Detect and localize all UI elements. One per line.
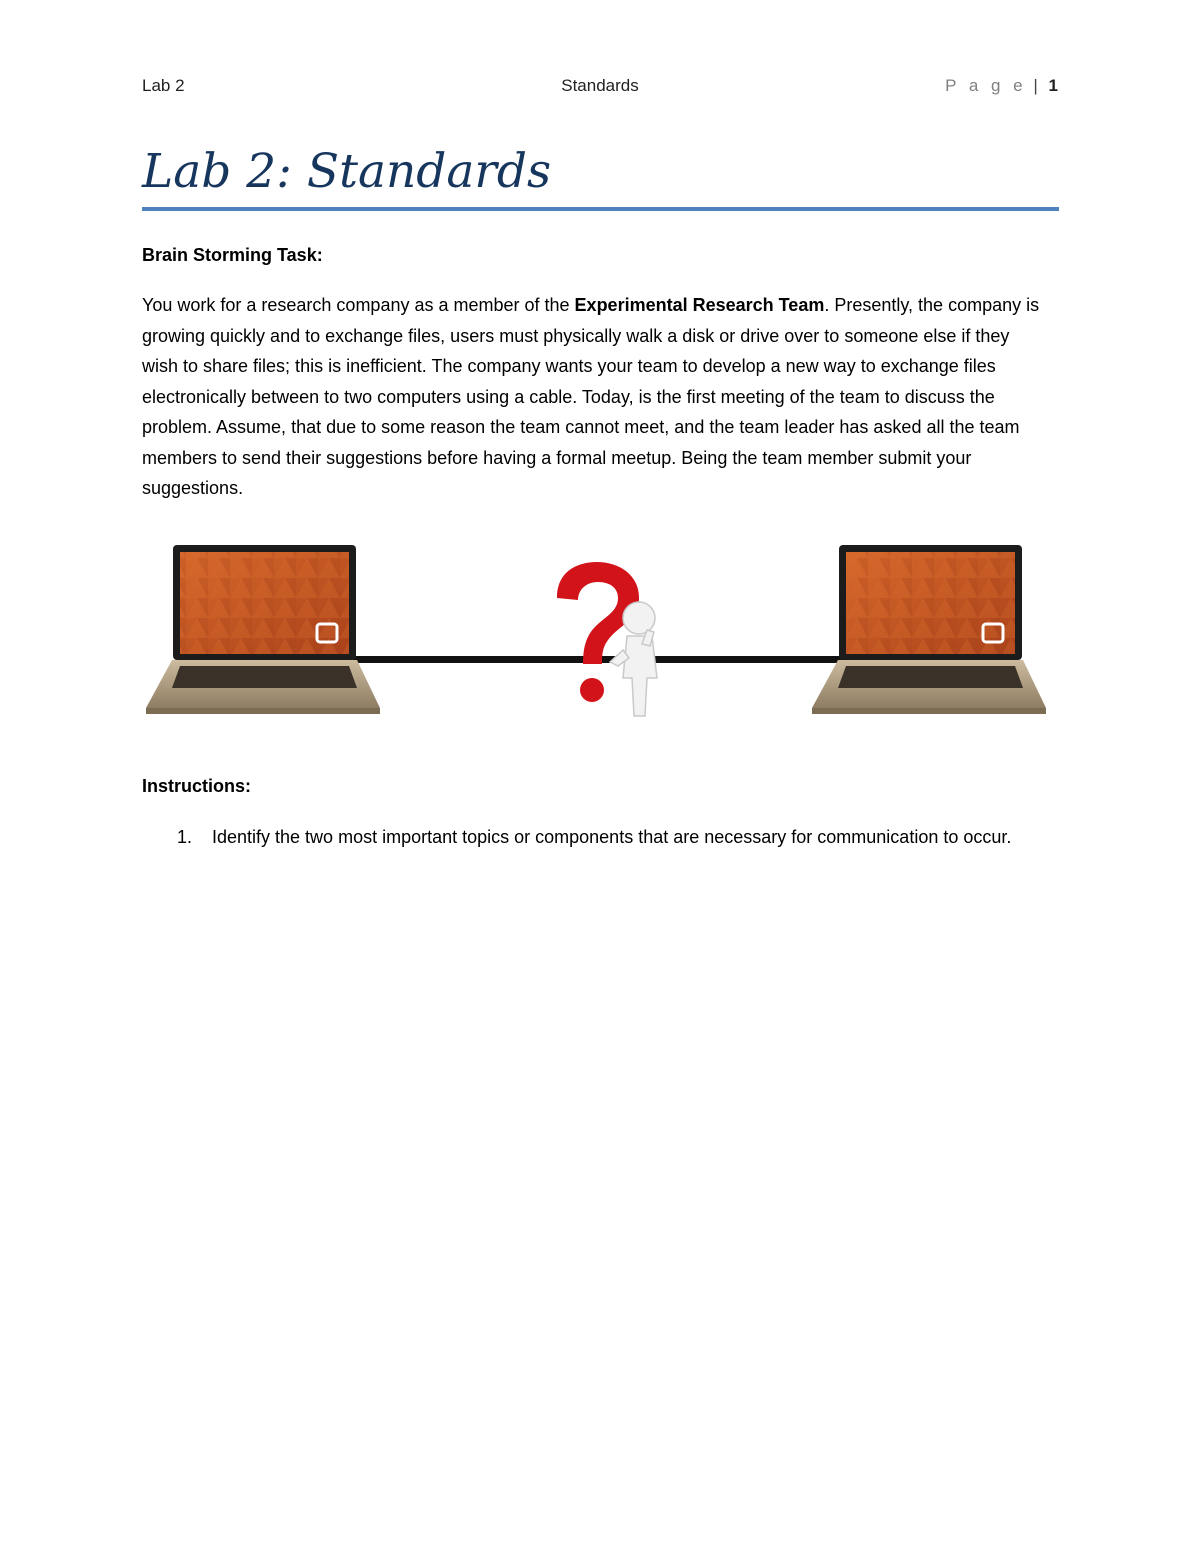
team-name-bold: Experimental Research Team	[574, 295, 825, 315]
page-number: 1	[1048, 76, 1058, 95]
list-item-text: Identify the two most important topics or components that are necessary for communication to occur.	[212, 827, 1012, 847]
header-center: Standards	[561, 76, 639, 95]
right-laptop-icon	[812, 545, 1046, 714]
list-item-number: 1.	[177, 827, 193, 847]
instructions-list	[142, 822, 1057, 853]
paragraph-text-start: You work for a research company as a member of the	[142, 295, 575, 315]
left-laptop-icon	[146, 545, 380, 714]
page-label: P a g e	[945, 76, 1027, 95]
brainstorm-paragraph	[142, 290, 1047, 504]
header-left: Lab 2	[142, 76, 185, 95]
laptops-connected-illustration	[142, 538, 1054, 744]
list-item	[142, 822, 1057, 853]
paragraph-text-end: . Presently, the company is growing quickly and to exchange files, users must physically walk a disk or drive over to someone else if they wish to share files; this is inefficient. The company wants your team to develop a new way to exchange files electronically between to two computers using a cable. Today, is the first meeting of the team to discuss the problem. Assume, that due to some reason the team cannot meet, and the team leader has asked all the team members to send their suggestions before having a formal meetup. Being the team member submit your suggestions.	[142, 295, 1040, 498]
document-title: Lab 2: Standards	[142, 144, 552, 199]
question-mark-icon	[557, 562, 639, 702]
brainstorm-heading: Brain Storming Task:	[142, 245, 323, 265]
instructions-heading: Instructions:	[142, 776, 252, 796]
header-page-number	[945, 74, 1058, 98]
page-separator: |	[1033, 76, 1038, 95]
title-underline	[142, 207, 1059, 211]
